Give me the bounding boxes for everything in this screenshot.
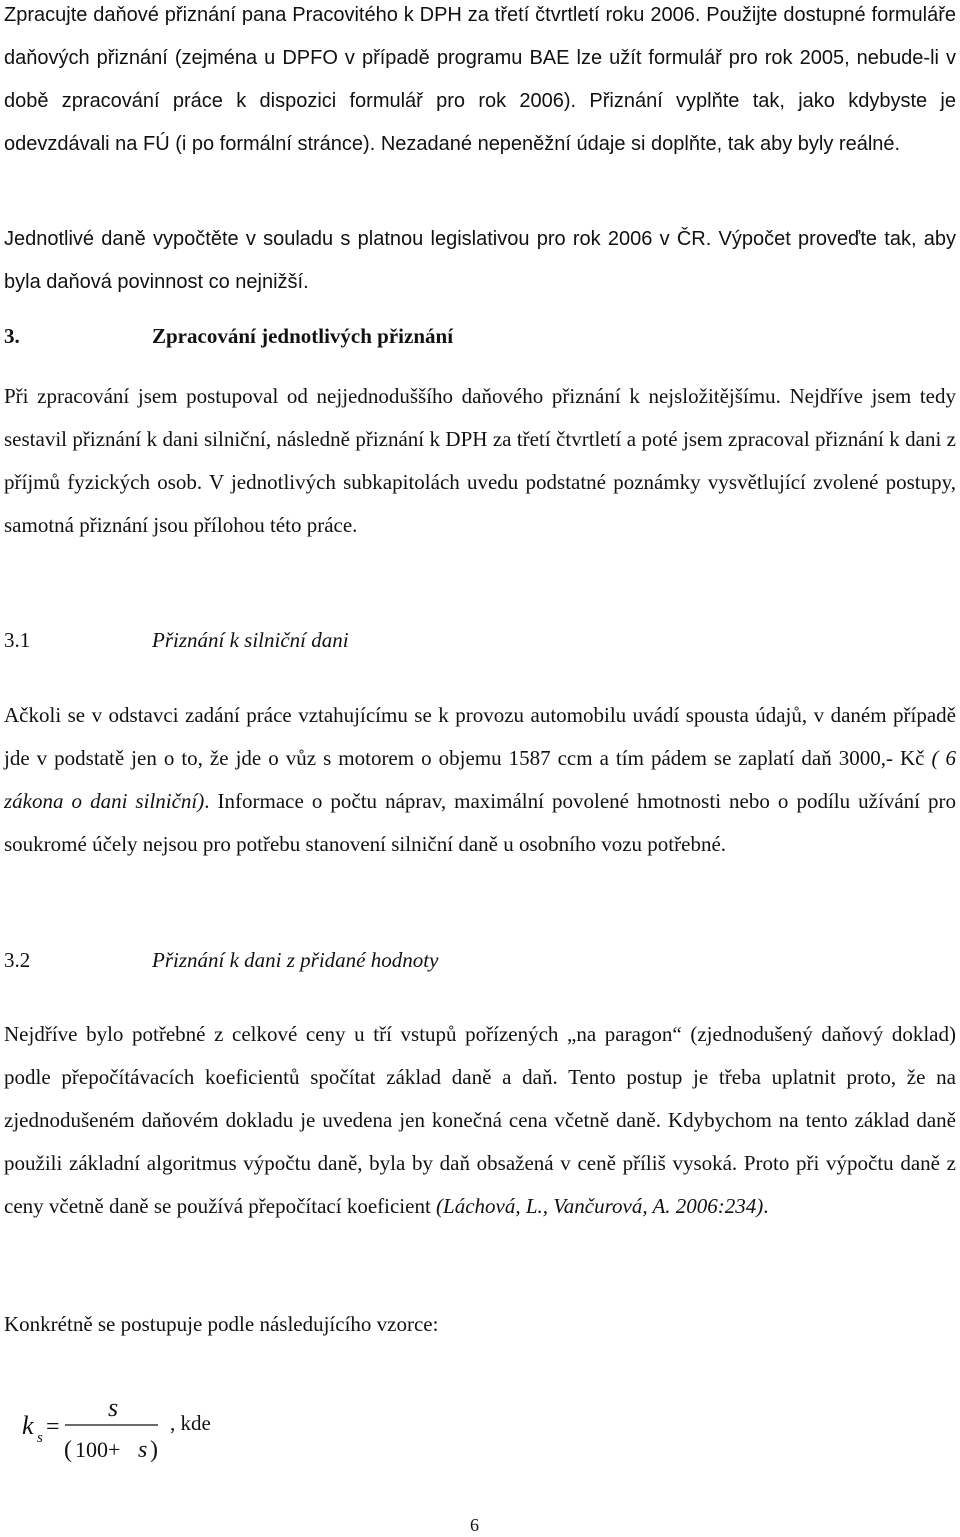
formula-den-open: (: [64, 1437, 72, 1463]
section-3-2-number: 3.2: [4, 948, 31, 972]
formula-den-value: 100+: [75, 1437, 121, 1462]
law-reference: ( 6 zákona o dani silniční): [4, 746, 957, 813]
section-3-heading: [4, 324, 453, 349]
section-3-body: Při zpracování jsem postupoval od nejjednoduššího daňového přiznání k nejsložitějšímu. Nejdříve jsem tedy sestavil přiznání k dani silniční, následně přiznání k DPH za třetí čtvrtletí a poté jsem zpracoval přiznání k dani z příjmů fyzických osob. V jednotlivých subkapitolách uvedu podstatné poznámky vysvětlující zvolené postupy, samotná přiznání jsou přílohou této práce.: [4, 384, 956, 537]
intro-text-b: Přiznání vyplňte tak, jako kdybyste je odevzdávali na FÚ (i po formální stránce). Nezadané nepeněžní údaje si doplňte, tak aby byly reálné.: [4, 90, 956, 155]
formula-trailing: , kde: [170, 1411, 211, 1435]
formula-den-var: s: [138, 1437, 148, 1463]
section-3-1-body: [4, 694, 956, 866]
section-3-2-text-b: .: [763, 1194, 769, 1218]
section-3-1-title: Přiznání k silniční dani: [152, 628, 349, 652]
formula-k: k: [22, 1411, 34, 1440]
section-3-2-heading: [4, 948, 438, 973]
section-3-2-body: [4, 1013, 956, 1228]
formula-den-close: ): [150, 1437, 158, 1463]
section-3-1-number: 3.1: [4, 628, 31, 652]
citation: (Láchová, L., Vančurová, A. 2006:234): [436, 1194, 764, 1218]
intro-paragraph-2: Jednotlivé daně vypočtěte v souladu s platnou legislativou pro rok 2006 v ČR. Výpočet proveďte tak, aby byla daňová povinnost co nejnižší.: [4, 228, 956, 293]
formula-k-subscript: s: [37, 1430, 43, 1446]
section-3-1-heading: [4, 628, 349, 653]
section-3-title: Zpracování jednotlivých přiznání: [152, 324, 454, 348]
section-3-1-text-b: . Informace o počtu náprav, maximální povolené hmotnosti nebo o podílu užívání pro soukromé účely nejsou pro potřebu stanovení silniční daně u osobního vozu potřebné.: [4, 789, 956, 856]
section-3-2-text-a: Nejdříve bylo potřebné z celkové ceny u tří vstupů pořízených „na paragon“ (zjednodušený daňový doklad) podle přepočítávacích koeficientů spočítat základ daně a daň. Tento postup je třeba uplatnit proto, že na zjednodušeném daňovém dokladu je uvedena jen konečná cena včetně daně. Kdybychom na tento základ daně použili základní algoritmus výpočtu daně, byla by daň obsažená v ceně příliš vysoká. Proto při výpočtu daně z ceny včetně daně se používá přepočítací koeficient: [4, 1022, 956, 1218]
section-3-1-text-a: Ačkoli se v odstavci zadání práce vztahujícímu se k provozu automobilu uvádí spousta údajů, v daném případě jde v podstatě jen o to, že jde o vůz s motorem o objemu 1587 ccm a tím pádem se zaplatí daň 3000,- Kč: [4, 703, 956, 770]
section-3-2-title: Přiznání k dani z přidané hodnoty: [152, 948, 439, 972]
intro-text-a: Zpracujte daňové přiznání pana Pracovitého k DPH za třetí čtvrtletí roku 2006. Použijte dostupné formuláře daňových přiznání (zejména u DPFO v případě programu BAE lze užít formulář pro rok 2005, nebude-li v době zpracování práce k dispozici formulář pro rok 2006).: [4, 4, 956, 112]
coefficient-formula: [20, 1385, 280, 1465]
formula-intro: Konkrétně se postupuje podle následujícího vzorce:: [4, 1312, 439, 1336]
formula-numerator: s: [108, 1393, 119, 1422]
intro-paragraph-1: [4, 0, 956, 166]
section-3-number: 3.: [4, 324, 20, 348]
formula-equals: =: [46, 1414, 60, 1440]
page-number: 6: [470, 1515, 479, 1535]
